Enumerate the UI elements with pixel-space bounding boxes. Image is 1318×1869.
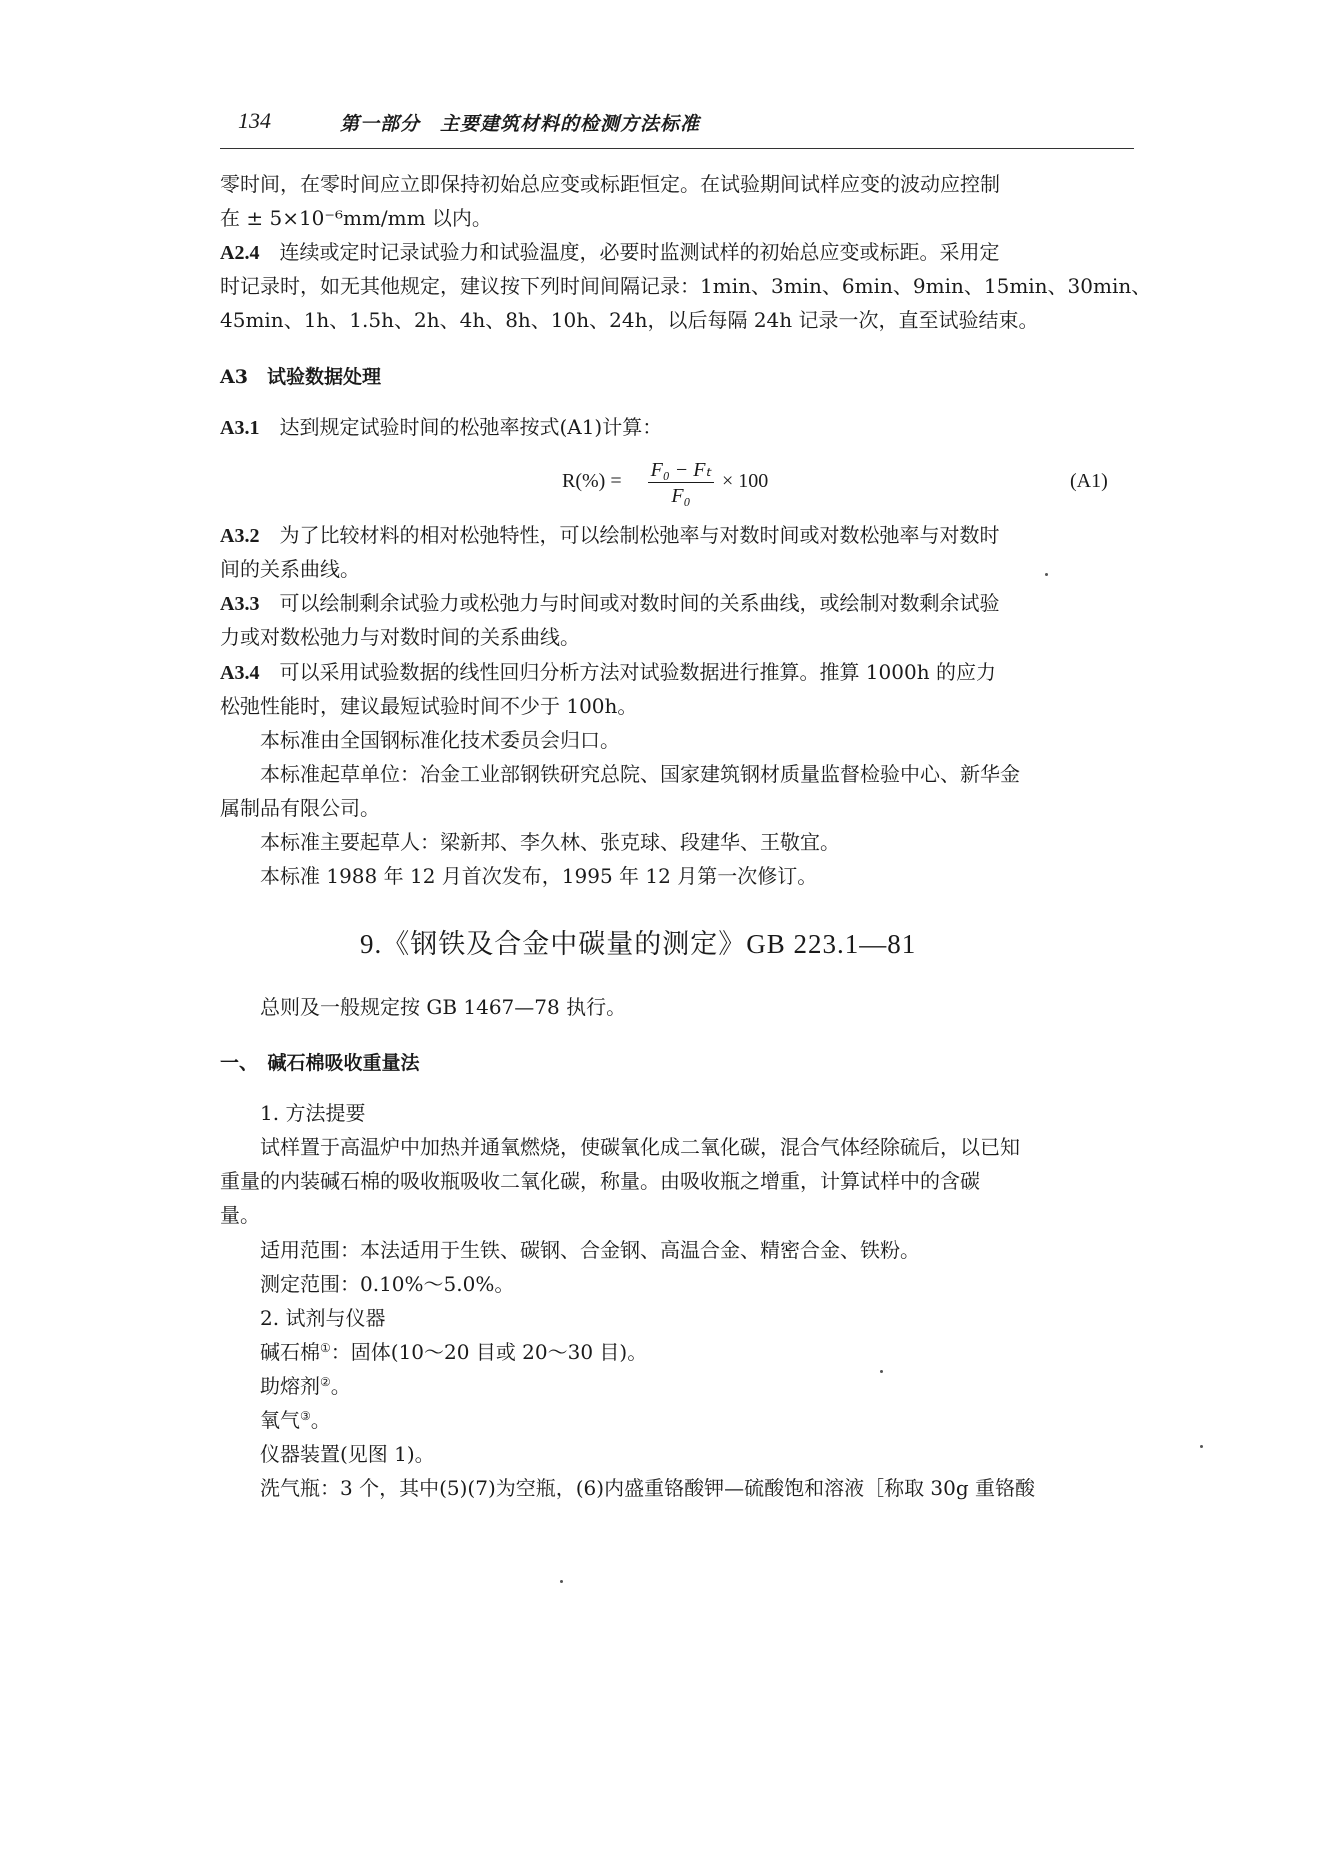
clause-label: A3.3 (220, 593, 260, 615)
running-title: 第一部分 主要建筑材料的检测方法标准 (340, 113, 701, 135)
subsection-heading: 1. 方法提要 (260, 1101, 366, 1125)
clause-a3-3 (220, 586, 999, 622)
page-number: 134 (238, 108, 271, 133)
clause-label: A3.1 (220, 417, 260, 439)
paragraph-line: 力或对数松弛力与对数时间的关系曲线。 (220, 625, 580, 649)
paragraph-line: 试样置于高温炉中加热并通氧燃烧，使碳氧化成二氧化碳，混合气体经除硫后，以已知 (260, 1135, 1020, 1159)
footnote-marker: ② (320, 1375, 331, 1389)
clause-label: A2.4 (220, 242, 260, 264)
scan-speck (1200, 1445, 1203, 1448)
scan-speck (1045, 573, 1048, 576)
paragraph-line: 松弛性能时，建议最短试验时间不少于 100h。 (220, 694, 638, 718)
clause-text: 达到规定试验时间的松弛率按式(A1)计算： (279, 415, 663, 439)
paragraph-line: 在 ± 5×10⁻⁶mm/mm 以内。 (220, 206, 492, 230)
standard-note: 本标准 1988 年 12 月首次发布，1995 年 12 月第一次修订。 (260, 864, 818, 888)
reagent-name: 助熔剂 (260, 1374, 320, 1398)
subsection-heading: 2. 试剂与仪器 (260, 1306, 386, 1330)
reagent-spec: 。 (330, 1374, 351, 1398)
reagent-line (260, 1335, 647, 1370)
clause-text: 可以采用试验数据的线性回归分析方法对试验数据进行推算。推算 1000h 的应力 (279, 660, 996, 684)
reagent-spec: ：固体(10～20 目或 20～30 目)。 (330, 1340, 648, 1364)
reagent-name: 碱石棉 (260, 1340, 320, 1364)
formula-rhs: × 100 (722, 470, 769, 492)
section-title-9: 9.《钢铁及合金中碳量的测定》GB 223.1—81 (360, 929, 917, 959)
footnote-marker: ① (320, 1341, 331, 1355)
clause-label: A3.4 (220, 662, 260, 684)
formula-denominator: F₀ (671, 485, 691, 507)
clause-a3-1 (220, 410, 662, 446)
page-header (238, 108, 1134, 142)
header-rule (220, 148, 1134, 149)
general-rule: 总则及一般规定按 GB 1467—78 执行。 (260, 995, 627, 1019)
apparatus-line: 仪器装置(见图 1)。 (260, 1442, 435, 1466)
formula-fraction (648, 458, 714, 509)
clause-text: 连续或定时记录试验力和试验温度，必要时监测试样的初始总应变或标距。采用定 (279, 240, 1000, 264)
scope-line: 适用范围：本法适用于生铁、碳钢、合金钢、高温合金、精密合金、铁粉。 (260, 1238, 920, 1262)
paragraph-line: 零时间，在零时间应立即保持初始总应变或标距恒定。在试验期间试样应变的波动应控制 (220, 172, 1000, 196)
reagent-line (260, 1403, 331, 1438)
formula-lhs: R(%) = (562, 470, 622, 492)
reagent-line (260, 1369, 351, 1404)
scan-speck (880, 1370, 883, 1373)
paragraph-line: 时记录时，如无其他规定，建议按下列时间间隔记录：1min、3min、6min、9min、15min、30min、 (220, 274, 1152, 298)
reagent-name: 氧气 (260, 1408, 300, 1432)
clause-a3-2 (220, 518, 999, 554)
clause-text: 可以绘制剩余试验力或松弛力与时间或对数时间的关系曲线，或绘制对数剩余试验 (279, 591, 1000, 615)
formula-numerator: F₀ − Fₜ (648, 458, 714, 483)
paragraph-line: 量。 (220, 1203, 260, 1227)
paragraph-line: 属制品有限公司。 (220, 796, 380, 820)
paragraph-line: 重量的内装碱石棉的吸收瓶吸收二氧化碳，称量。由吸收瓶之增重，计算试样中的含碳 (220, 1169, 980, 1193)
paragraph-line: 45min、1h、1.5h、2h、4h、8h、10h、24h，以后每隔 24h 记录一次，直至试验结束。 (220, 308, 1039, 332)
scan-speck (560, 1580, 563, 1583)
method-heading: 一、 碱石棉吸收重量法 (220, 1052, 420, 1074)
clause-label: A3.2 (220, 525, 260, 547)
reagent-spec: 。 (310, 1408, 331, 1432)
equation-number: (A1) (1070, 470, 1108, 492)
clause-a2-4 (220, 235, 999, 271)
clause-a3-4 (220, 655, 996, 691)
paragraph-line: 间的关系曲线。 (220, 557, 360, 581)
standard-note: 本标准主要起草人：梁新邦、李久林、张克球、段建华、王敬宜。 (260, 830, 840, 854)
footnote-marker: ③ (300, 1409, 311, 1423)
section-heading-a3: A3 试验数据处理 (220, 366, 381, 388)
standard-note: 本标准起草单位：冶金工业部钢铁研究总院、国家建筑钢材质量监督检验中心、新华金 (260, 762, 1020, 786)
clause-text: 为了比较材料的相对松弛特性，可以绘制松弛率与对数时间或对数松弛率与对数时 (279, 523, 1000, 547)
standard-note: 本标准由全国钢标准化技术委员会归口。 (260, 728, 620, 752)
range-line: 测定范围：0.10%～5.0%。 (260, 1272, 515, 1296)
paragraph-line: 洗气瓶：3 个，其中(5)(7)为空瓶，(6)内盛重铬酸钾—硫酸饱和溶液［称取 30g 重铬酸 (260, 1476, 1036, 1500)
